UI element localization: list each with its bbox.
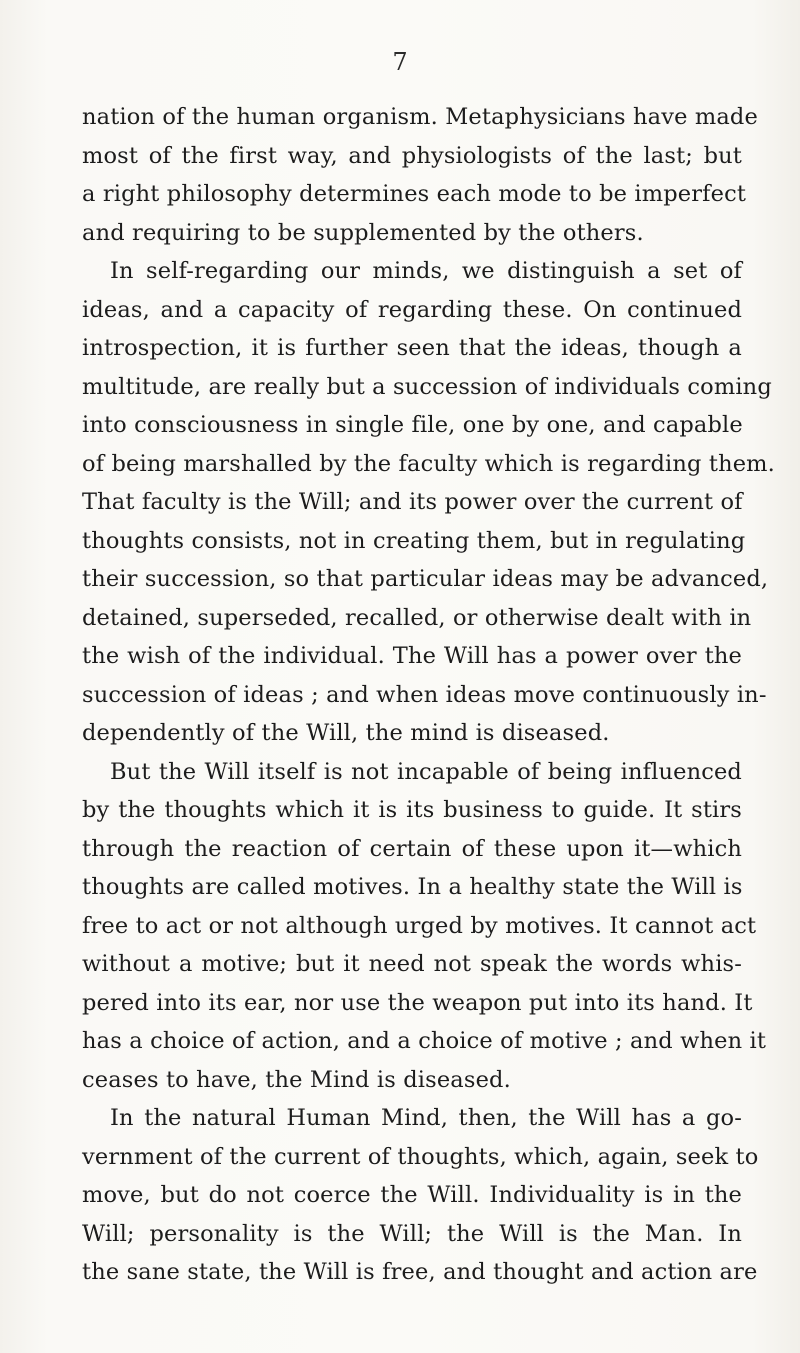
text-line: vernment of the current of thoughts, which, again, seek to xyxy=(82,1143,759,1170)
text-line: dependently of the Will, the mind is diseased. xyxy=(82,720,610,746)
text-line: through the reaction of certain of these upon it—which xyxy=(82,835,742,862)
page-number: 7 xyxy=(392,48,408,76)
text-line: thoughts are called motives. In a healthy state the Will is xyxy=(82,874,743,900)
text-line: introspection, it is further seen that the ideas, though a xyxy=(82,335,742,361)
text-line: ideas, and a capacity of regarding these. On continued xyxy=(82,296,742,323)
text-line: succession of ideas ; and when ideas move continuously in- xyxy=(82,681,767,708)
text-line: a right philosophy determines each mode to be imperfect xyxy=(82,181,747,207)
text-line: most of the first way, and physiologists of the last; but xyxy=(82,142,742,169)
text-line: nation of the human organism. Metaphysicians have made xyxy=(82,104,758,130)
text-line: thoughts consists, not in creating them, but in regulating xyxy=(82,527,746,554)
text-line: into consciousness in single file, one by one, and capable xyxy=(82,412,743,438)
text-line: their succession, so that particular ideas may be advanced, xyxy=(82,566,769,592)
text-line: ceases to have, the Mind is diseased. xyxy=(82,1066,511,1093)
text-line: detained, superseded, recalled, or otherwise dealt with in xyxy=(82,604,752,631)
text-line: and requiring to be supplemented by the others. xyxy=(82,219,644,246)
text-line: by the thoughts which it is its business to guide. It stirs xyxy=(82,797,742,823)
text-line: has a choice of action, and a choice of motive ; and when it xyxy=(82,1028,767,1054)
text-line: But the Will itself is not incapable of being influenced xyxy=(110,758,742,785)
text-line: Will; personality is the Will; the Will is the Man. In xyxy=(82,1220,742,1247)
text-line: without a motive; but it need not speak the words whis- xyxy=(82,951,742,977)
body-text xyxy=(82,98,775,1292)
text-line: the wish of the individual. The Will has a power over the xyxy=(82,643,742,669)
text-line: the sane state, the Will is free, and thought and action are xyxy=(82,1259,758,1285)
text-line: That faculty is the Will; and its power over the current of xyxy=(82,489,743,515)
text-line: In self-regarding our minds, we distinguish a set of xyxy=(110,258,742,284)
text-line: pered into its ear, nor use the weapon put into its hand. It xyxy=(82,989,753,1016)
text-line: free to act or not although urged by motives. It cannot act xyxy=(82,912,757,939)
text-line: move, but do not coerce the Will. Individuality is in the xyxy=(82,1182,742,1208)
text-line: multitude, are really but a succession of individuals coming xyxy=(82,373,772,400)
text-line: In the natural Human Mind, then, the Will has a go- xyxy=(110,1105,742,1131)
text-line: of being marshalled by the faculty which is regarding them. xyxy=(82,450,775,477)
